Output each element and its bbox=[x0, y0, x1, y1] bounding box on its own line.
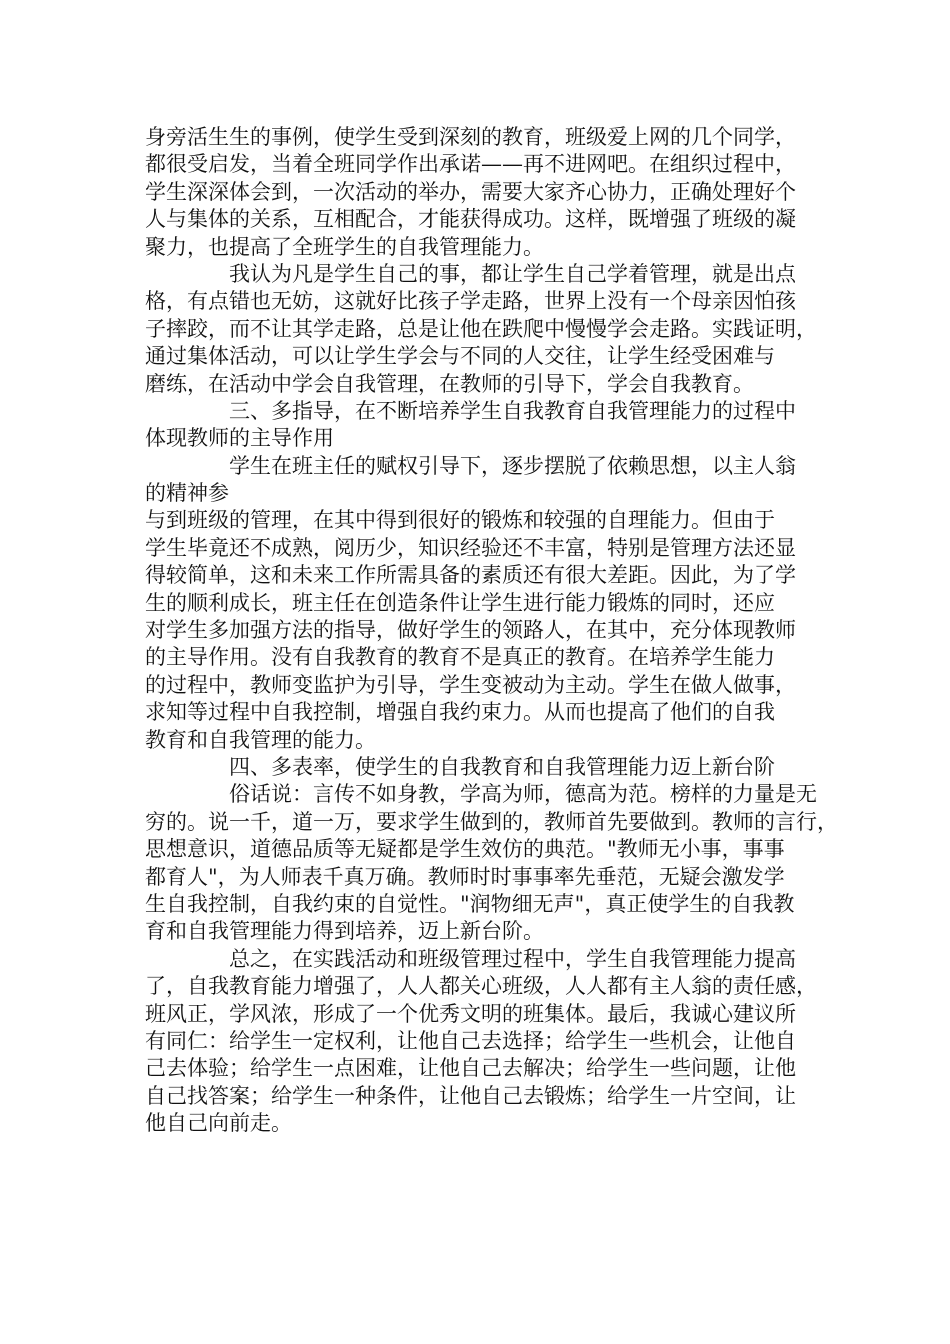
text-line: 生自我控制，自我约束的自觉性。"润物细无声"，真正使学生的自我教 bbox=[145, 891, 795, 916]
text-line: 俗话说：言传不如身教，学高为师，德高为范。榜样的力量是无 bbox=[229, 782, 817, 807]
text-line: 自己找答案；给学生一种条件，让他自己去锻炼；给学生一片空间，让 bbox=[145, 1083, 796, 1108]
text-line: 他自己向前走。 bbox=[145, 1111, 292, 1136]
text-line: 与到班级的管理，在其中得到很好的锻炼和较强的自理能力。但由于 bbox=[145, 508, 775, 533]
text-line: 己去体验；给学生一点困难，让他自己去解决；给学生一些问题，让他 bbox=[145, 1056, 796, 1081]
text-line: 班风正，学风浓，形成了一个优秀文明的班集体。最后，我诚心建议所 bbox=[145, 1001, 796, 1026]
text-line: 都育人"，为人师表千真万确。教师时时事事率先垂范，无疑会激发学 bbox=[145, 864, 785, 889]
text-line: 有同仁：给学生一定权利，让他自己去选择；给学生一些机会，让他自 bbox=[145, 1028, 796, 1053]
text-line: 都很受启发，当着全班同学作出承诺——再不进网吧。在组织过程中， bbox=[145, 152, 796, 177]
text-line: 了，自我教育能力增强了，人人都关心班级，人人都有主人翁的责任感， bbox=[145, 974, 817, 999]
text-line: 我认为凡是学生自己的事，都让学生自己学着管理，就是出点 bbox=[229, 261, 796, 286]
text-line: 人与集体的关系，互相配合，才能获得成功。这样，既增强了班级的凝 bbox=[145, 207, 796, 232]
text-line: 学生在班主任的赋权引导下，逐步摆脱了依赖思想，以主人翁 bbox=[229, 453, 796, 478]
text-line: 对学生多加强方法的指导，做好学生的领路人，在其中，充分体现教师 bbox=[145, 618, 796, 643]
text-line: 求知等过程中自我控制，增强自我约束力。从而也提高了他们的自我 bbox=[145, 700, 775, 725]
text-line: 育和自我管理能力得到培养，迈上新台阶。 bbox=[145, 919, 544, 944]
text-line: 总之，在实践活动和班级管理过程中，学生自我管理能力提高 bbox=[229, 946, 796, 971]
text-line: 的过程中，教师变监护为引导，学生变被动为主动。学生在做人做事， bbox=[145, 672, 796, 697]
text-line: 的主导作用。没有自我教育的教育不是真正的教育。在培养学生能力 bbox=[145, 645, 775, 670]
text-line: 通过集体活动，可以让学生学会与不同的人交往，让学生经受困难与 bbox=[145, 344, 775, 369]
text-line: 的精神参 bbox=[145, 481, 229, 506]
text-line: 格，有点错也无妨，这就好比孩子学走路，世界上没有一个母亲因怕孩 bbox=[145, 289, 796, 314]
text-line: 学生深深体会到，一次活动的举办，需要大家齐心协力，正确处理好个 bbox=[145, 179, 796, 204]
text-line: 教育和自我管理的能力。 bbox=[145, 727, 376, 752]
text-line: 聚力，也提高了全班学生的自我管理能力。 bbox=[145, 234, 544, 259]
text-line: 磨练，在活动中学会自我管理，在教师的引导下，学会自我教育。 bbox=[145, 371, 754, 396]
document-body bbox=[145, 124, 838, 1137]
text-line: 思想意识，道德品质等无疑都是学生效仿的典范。"教师无小事，事事 bbox=[145, 837, 785, 862]
text-line: 子摔跤，而不让其学走路，总是让他在跌爬中慢慢学会走路。实践证明， bbox=[145, 316, 817, 341]
text-line: 体现教师的主导作用 bbox=[145, 426, 334, 451]
text-line: 得较简单，这和未来工作所需具备的素质还有很大差距。因此，为了学 bbox=[145, 563, 796, 588]
text-line: 三、多指导，在不断培养学生自我教育自我管理能力的过程中 bbox=[229, 398, 796, 423]
text-line: 学生毕竟还不成熟，阅历少，知识经验还不丰富，特别是管理方法还显 bbox=[145, 535, 796, 560]
text-line: 身旁活生生的事例，使学生受到深刻的教育，班级爱上网的几个同学， bbox=[145, 125, 796, 149]
text-line: 穷的。说一千，道一万，要求学生做到的，教师首先要做到。教师的言行， bbox=[145, 809, 838, 834]
text-line: 生的顺利成长，班主任在创造条件让学生进行能力锻炼的同时，还应 bbox=[145, 590, 775, 615]
text-line: 四、多表率，使学生的自我教育和自我管理能力迈上新台阶 bbox=[229, 754, 775, 779]
